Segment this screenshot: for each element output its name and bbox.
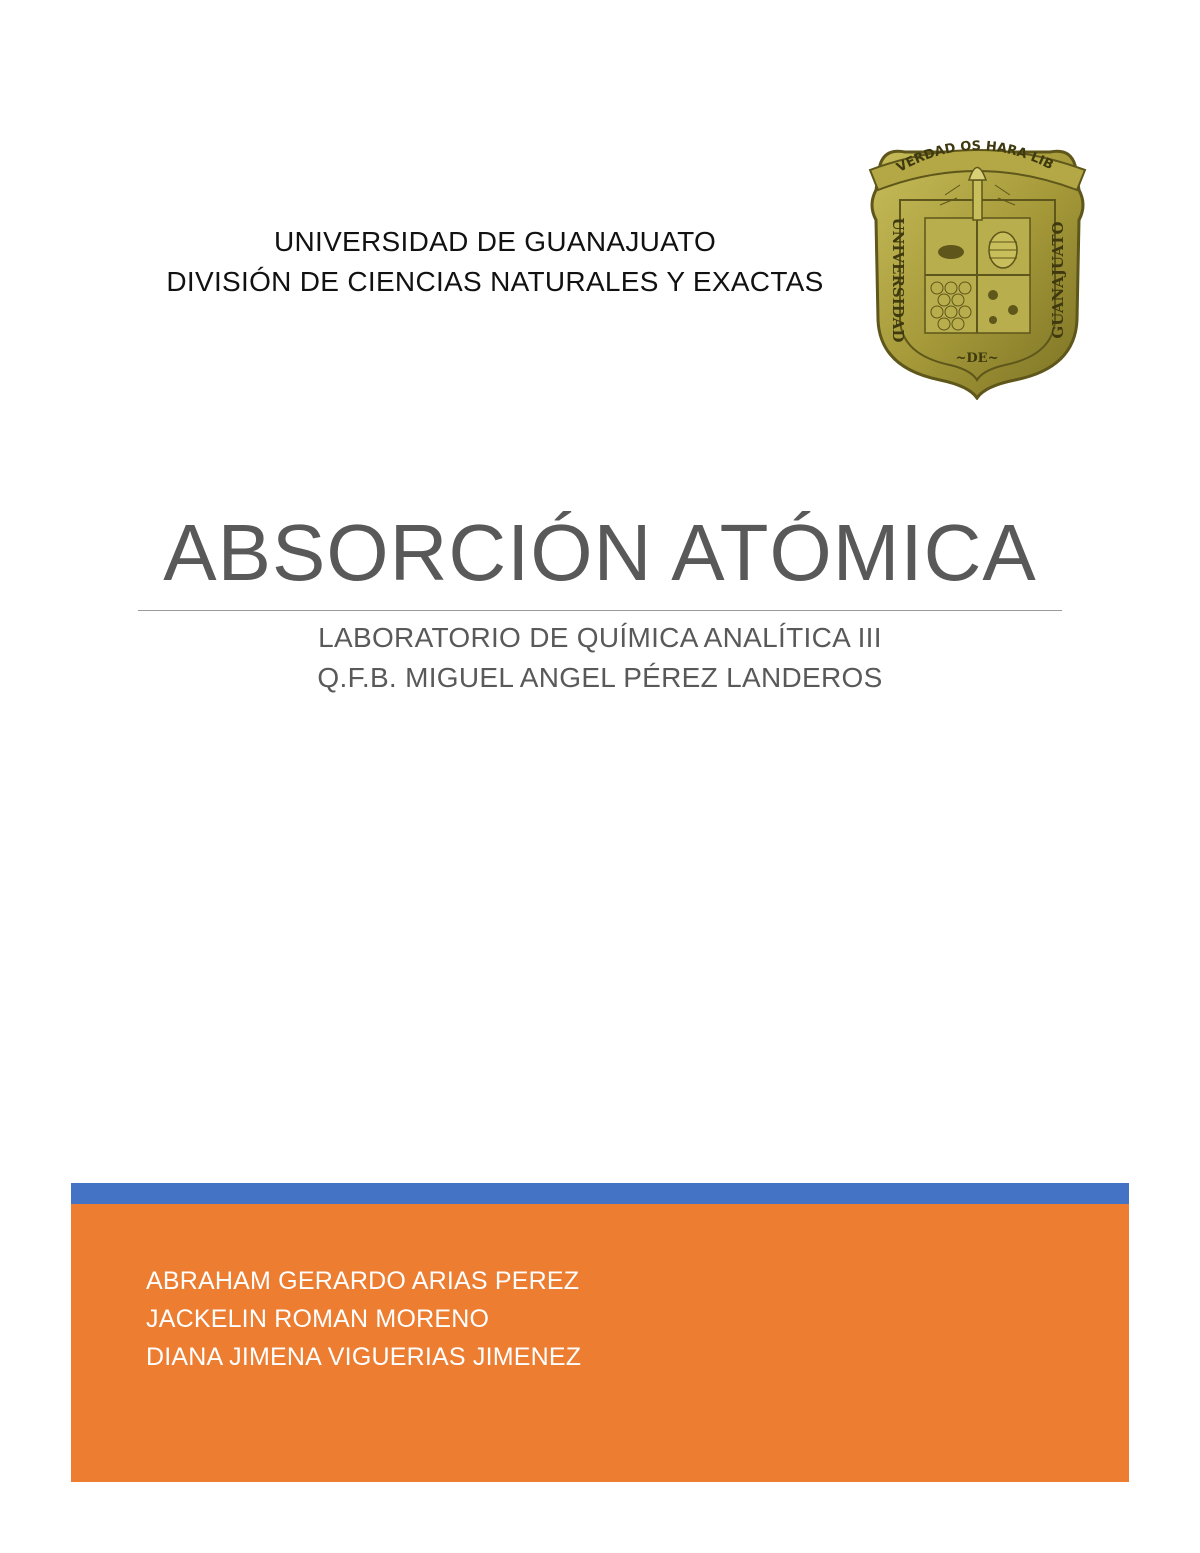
author-name: DIANA JIMENA VIGUERIAS JIMENEZ — [146, 1343, 582, 1371]
document-title: ABSORCIÓN ATÓMICA — [163, 508, 1037, 597]
institution-header — [130, 222, 860, 302]
university-name: UNIVERSIDAD DE GUANAJUATO — [273, 226, 717, 257]
title-divider — [138, 610, 1062, 611]
subtitle-block — [138, 618, 1062, 698]
course-name: LABORATORIO DE QUÍMICA ANALÍTICA III — [318, 622, 882, 653]
authors-panel — [71, 1204, 1129, 1482]
svg-text:LA VERDAD OS HARA LIBRES: VERDAD OS HARA LIB — [894, 138, 1056, 176]
accent-bar — [71, 1183, 1129, 1204]
division-name: DIVISIÓN DE CIENCIAS NATURALES Y EXACTAS — [166, 266, 824, 297]
author-name: ABRAHAM GERARDO ARIAS PEREZ — [146, 1267, 580, 1295]
professor-name: Q.F.B. MIGUEL ANGEL PÉREZ LANDEROS — [317, 662, 883, 693]
authors-list — [146, 1262, 581, 1376]
svg-text:~DE~: ~DE~ — [955, 351, 999, 366]
svg-text:UNIVERSIDAD: UNIVERSIDAD — [889, 217, 907, 343]
author-name: JACKELIN ROMAN MORENO — [146, 1305, 490, 1333]
svg-text:GUANAJUATO: GUANAJUATO — [1049, 221, 1067, 339]
university-seal-icon — [865, 130, 1090, 400]
